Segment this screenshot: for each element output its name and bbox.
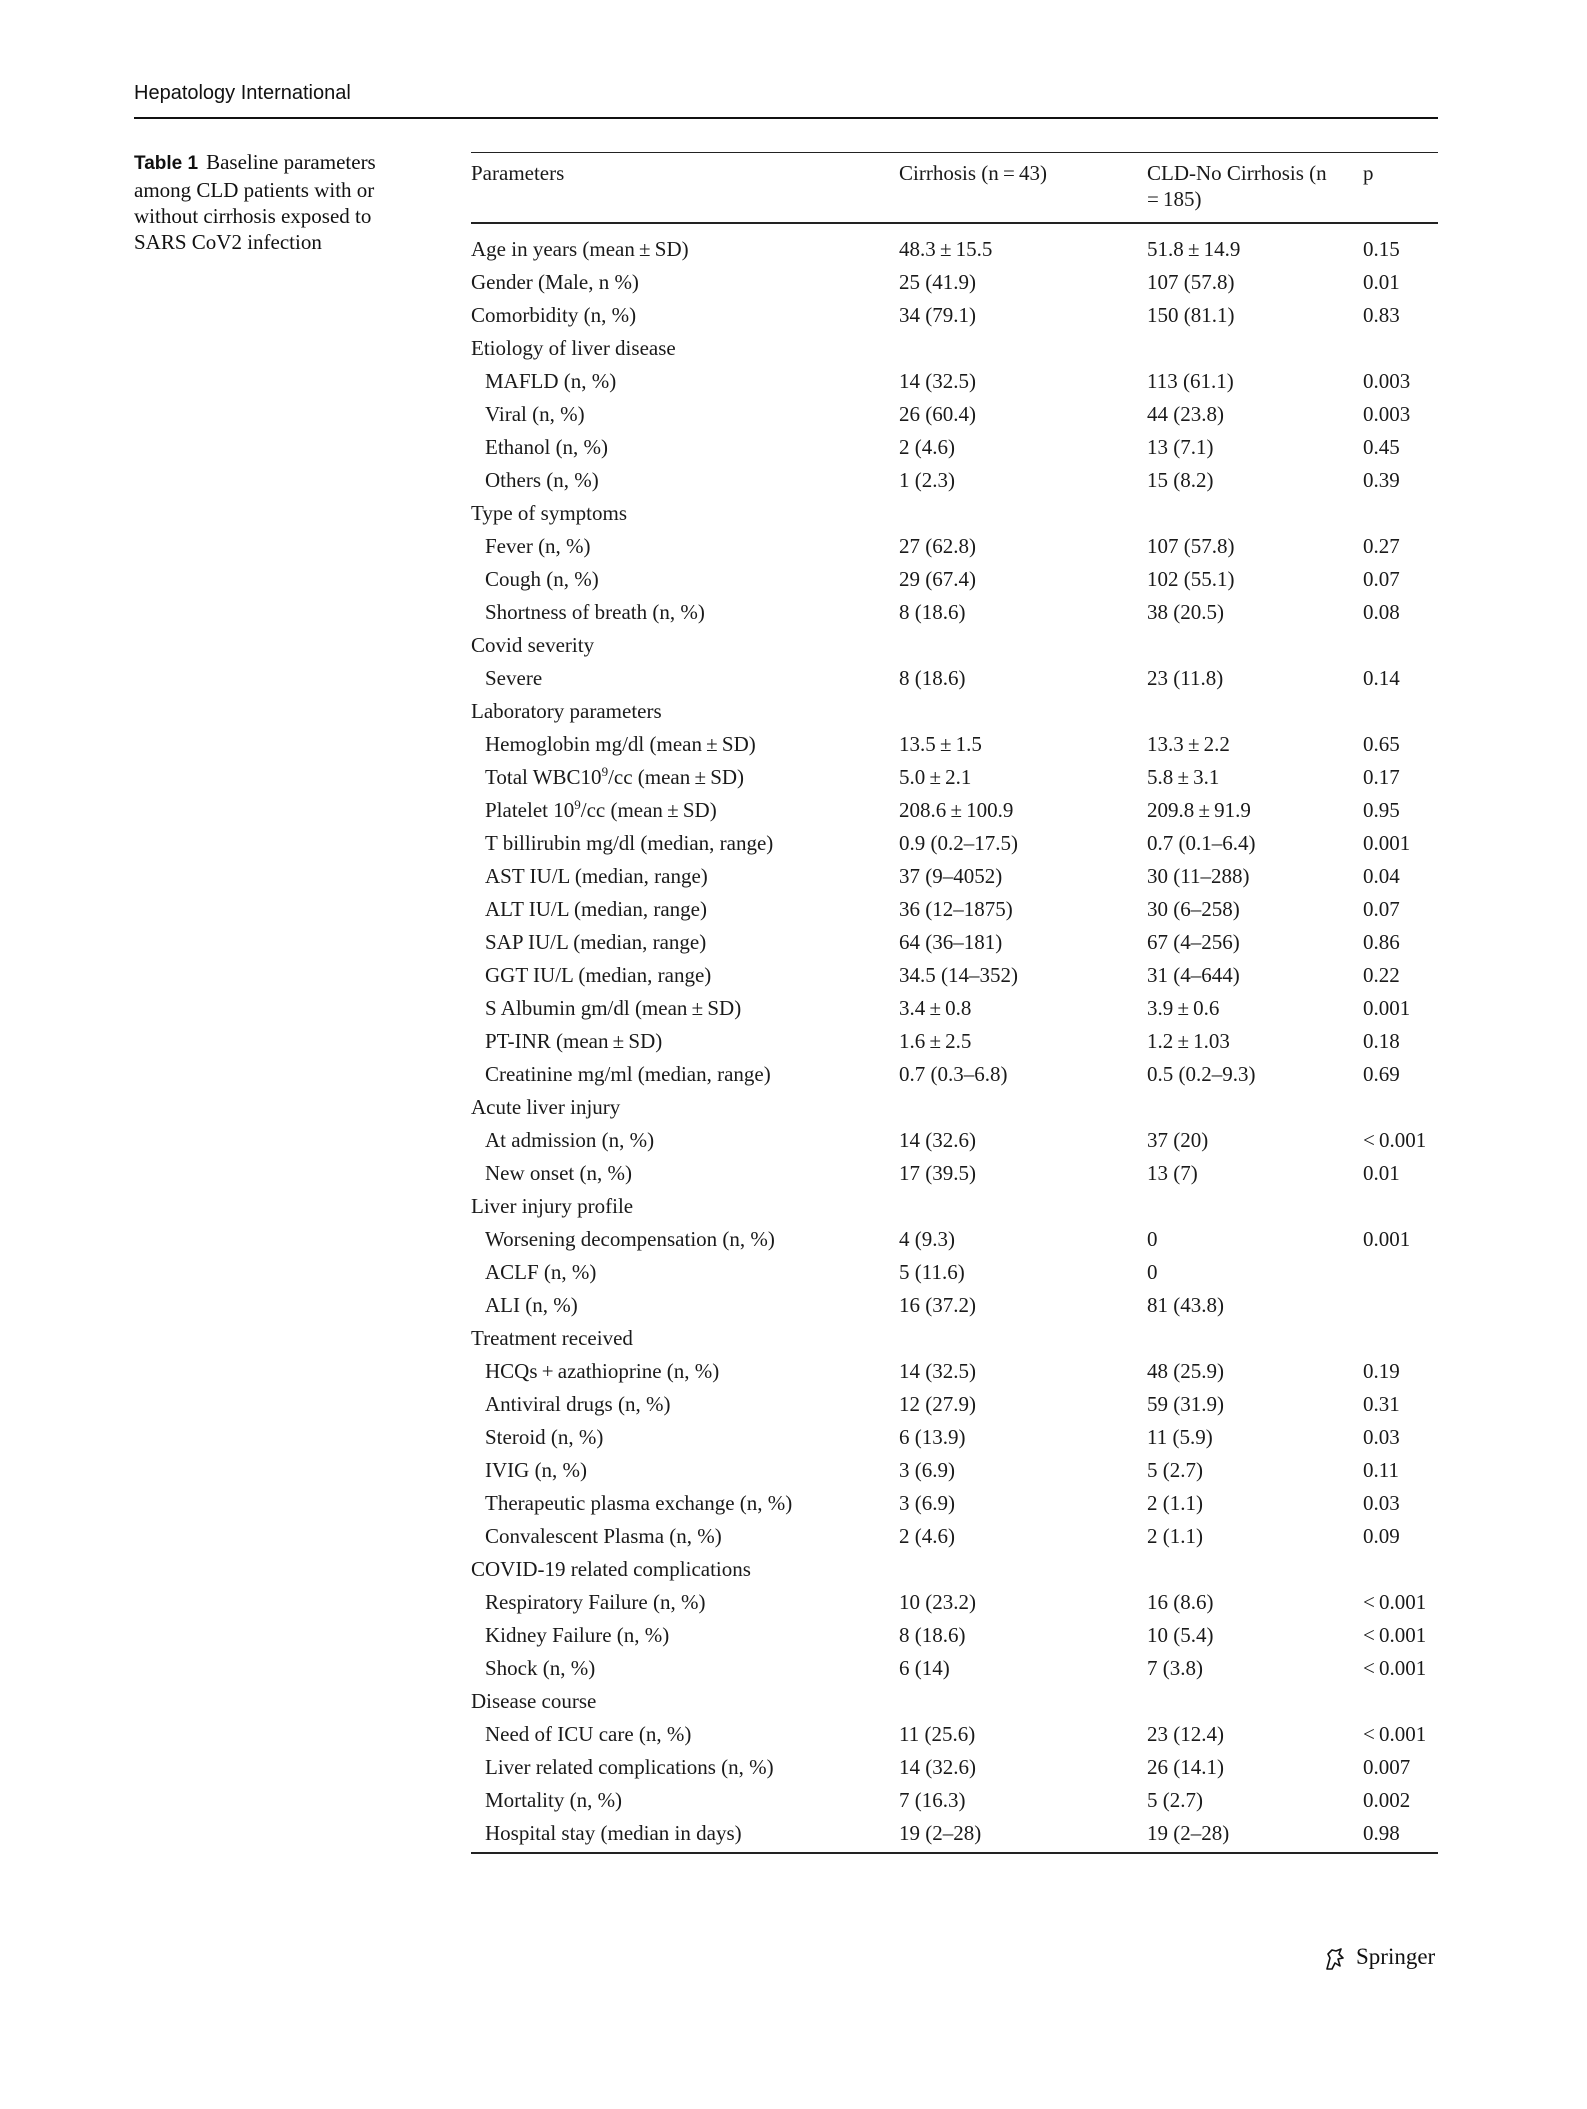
cell-parameter: ALT IU/L (median, range) xyxy=(485,897,707,921)
cell-p-value: 0.15 xyxy=(1363,237,1400,261)
cell-p-value: < 0.001 xyxy=(1363,1722,1427,1746)
cell-cirrhosis: 48.3 ± 15.5 xyxy=(899,237,993,261)
table-row xyxy=(471,1025,1438,1058)
cell-no-cirrhosis: 7 (3.8) xyxy=(1147,1656,1203,1680)
cell-no-cirrhosis: 11 (5.9) xyxy=(1147,1425,1213,1449)
cell-cirrhosis: 1.6 ± 2.5 xyxy=(899,1029,972,1053)
cell-parameter: Viral (n, %) xyxy=(485,402,585,426)
cell-parameter: Others (n, %) xyxy=(485,468,599,492)
table-row xyxy=(471,1058,1438,1091)
cell-cirrhosis: 11 (25.6) xyxy=(899,1722,976,1746)
cell-cirrhosis: 25 (41.9) xyxy=(899,270,976,294)
cell-parameter: Platelet $10^9/cc$ (mean ± SD) xyxy=(485,797,717,822)
cell-cirrhosis: 10 (23.2) xyxy=(899,1590,976,1614)
cell-p-value: < 0.001 xyxy=(1363,1590,1427,1614)
table-row xyxy=(471,563,1438,596)
table-row xyxy=(471,1223,1438,1256)
cell-cirrhosis: 2 (4.6) xyxy=(899,1524,955,1548)
table-row xyxy=(471,1421,1438,1454)
cell-no-cirrhosis: 38 (20.5) xyxy=(1147,600,1224,624)
cell-cirrhosis: 3 (6.9) xyxy=(899,1491,955,1515)
table-row xyxy=(471,1619,1438,1652)
cell-parameter: Hemoglobin mg/dl (mean ± SD) xyxy=(485,732,756,756)
header-p: p xyxy=(1363,161,1374,185)
cell-no-cirrhosis: 13.3 ± 2.2 xyxy=(1147,732,1230,756)
cell-cirrhosis: 64 (36–181) xyxy=(899,930,1003,954)
cell-p-value: 0.001 xyxy=(1363,996,1411,1020)
cell-no-cirrhosis: 48 (25.9) xyxy=(1147,1359,1224,1383)
cell-cirrhosis: 6 (14) xyxy=(899,1656,950,1680)
cell-no-cirrhosis: 26 (14.1) xyxy=(1147,1755,1224,1779)
cell-no-cirrhosis: 37 (20) xyxy=(1147,1128,1209,1152)
cell-p-value: 0.31 xyxy=(1363,1392,1400,1416)
cell-parameter: Convalescent Plasma (n, %) xyxy=(485,1524,722,1548)
cell-cirrhosis: 0.7 (0.3–6.8) xyxy=(899,1062,1008,1086)
cell-cirrhosis: 16 (37.2) xyxy=(899,1293,976,1317)
cell-no-cirrhosis: 19 (2–28) xyxy=(1147,1821,1230,1845)
table-row xyxy=(471,1520,1438,1553)
cell-p-value: 0.98 xyxy=(1363,1821,1400,1845)
table-row xyxy=(471,233,1438,266)
cell-p-value: 0.03 xyxy=(1363,1425,1400,1449)
table-row xyxy=(471,860,1438,893)
cell-parameter: Total $WBC10^9/cc$ (mean ± SD) xyxy=(485,764,745,789)
cell-parameter: Shortness of breath (n, %) xyxy=(485,600,705,624)
cell-cirrhosis: 19 (2–28) xyxy=(899,1821,982,1845)
cell-no-cirrhosis: 51.8 ± 14.9 xyxy=(1147,237,1241,261)
cell-parameter: Comorbidity (n, %) xyxy=(471,303,637,327)
table-bottom-rule xyxy=(471,1852,1438,1854)
cell-cirrhosis: 7 (16.3) xyxy=(899,1788,966,1812)
cell-parameter: Age in years (mean ± SD) xyxy=(471,237,689,261)
cell-parameter: Treatment received xyxy=(471,1326,633,1350)
table-row xyxy=(471,365,1438,398)
cell-cirrhosis: 34.5 (14–352) xyxy=(899,963,1018,987)
cell-p-value: 0.07 xyxy=(1363,567,1400,591)
cell-no-cirrhosis: 0 xyxy=(1147,1227,1158,1251)
cell-parameter: Etiology of liver disease xyxy=(471,336,676,360)
table-row xyxy=(471,1190,1438,1223)
cell-no-cirrhosis: 5 (2.7) xyxy=(1147,1458,1203,1482)
cell-cirrhosis: 0.9 (0.2–17.5) xyxy=(899,831,1018,855)
cell-p-value: 0.83 xyxy=(1363,303,1400,327)
journal-title: Hepatology International xyxy=(134,82,351,104)
cell-parameter: SAP IU/L (median, range) xyxy=(485,930,707,954)
cell-parameter: Need of ICU care (n, %) xyxy=(485,1722,692,1746)
table-caption-text: Baseline parameters among CLD patients with or without cirrhosis exposed to SARS CoV2 infection xyxy=(134,150,376,254)
cell-parameter: Liver injury profile xyxy=(471,1194,634,1218)
cell-no-cirrhosis: 107 (57.8) xyxy=(1147,534,1235,558)
table-row xyxy=(471,1388,1438,1421)
cell-p-value: 0.003 xyxy=(1363,402,1411,426)
cell-cirrhosis: 17 (39.5) xyxy=(899,1161,976,1185)
cell-no-cirrhosis: 209.8 ± 91.9 xyxy=(1147,798,1251,822)
cell-p-value: 0.002 xyxy=(1363,1788,1411,1812)
table-row xyxy=(471,629,1438,662)
table-row xyxy=(471,794,1438,827)
table-row xyxy=(471,1256,1438,1289)
cell-parameter: Fever (n, %) xyxy=(485,534,591,558)
table-row xyxy=(471,497,1438,530)
cell-parameter: Severe xyxy=(485,666,543,690)
cell-p-value: 0.09 xyxy=(1363,1524,1400,1548)
cell-parameter: COVID-19 related complications xyxy=(471,1557,751,1581)
table-row xyxy=(471,398,1438,431)
cell-p-value: 0.14 xyxy=(1363,666,1400,690)
cell-no-cirrhosis: 81 (43.8) xyxy=(1147,1293,1224,1317)
cell-cirrhosis: 14 (32.5) xyxy=(899,1359,976,1383)
cell-p-value: 0.95 xyxy=(1363,798,1400,822)
table-row xyxy=(471,926,1438,959)
cell-no-cirrhosis: 2 (1.1) xyxy=(1147,1491,1203,1515)
cell-cirrhosis: 37 (9–4052) xyxy=(899,864,1003,888)
table-row xyxy=(471,1454,1438,1487)
cell-parameter: Creatinine mg/ml (median, range) xyxy=(485,1062,771,1086)
table-row xyxy=(471,1157,1438,1190)
cell-parameter: Laboratory parameters xyxy=(471,699,662,723)
header-parameters: Parameters xyxy=(471,161,565,185)
table-row xyxy=(471,266,1438,299)
cell-no-cirrhosis: 13 (7) xyxy=(1147,1161,1198,1185)
cell-cirrhosis: 26 (60.4) xyxy=(899,402,976,426)
cell-parameter: MAFLD (n, %) xyxy=(485,369,617,393)
header-rule xyxy=(134,117,1438,119)
cell-no-cirrhosis: 113 (61.1) xyxy=(1147,369,1234,393)
table-row xyxy=(471,1487,1438,1520)
cell-no-cirrhosis: 10 (5.4) xyxy=(1147,1623,1214,1647)
header-cld-no-cirrhosis: CLD-No Cirrhosis (n = 185) xyxy=(1147,161,1331,211)
table-row xyxy=(471,1817,1438,1850)
table-row xyxy=(471,827,1438,860)
cell-cirrhosis: 13.5 ± 1.5 xyxy=(899,732,982,756)
cell-parameter: Liver related complications (n, %) xyxy=(485,1755,774,1779)
cell-cirrhosis: 14 (32.5) xyxy=(899,369,976,393)
cell-p-value: 0.19 xyxy=(1363,1359,1400,1383)
publisher-name: Springer xyxy=(1356,1944,1436,1969)
cell-cirrhosis: 5.0 ± 2.1 xyxy=(899,765,972,789)
cell-no-cirrhosis: 13 (7.1) xyxy=(1147,435,1214,459)
cell-cirrhosis: 6 (13.9) xyxy=(899,1425,966,1449)
table-row xyxy=(471,893,1438,926)
cell-p-value: 0.001 xyxy=(1363,1227,1411,1251)
cell-cirrhosis: 5 (11.6) xyxy=(899,1260,965,1284)
cell-p-value: 0.86 xyxy=(1363,930,1400,954)
cell-parameter: Steroid (n, %) xyxy=(485,1425,604,1449)
cell-parameter: Mortality (n, %) xyxy=(485,1788,623,1812)
cell-p-value: < 0.001 xyxy=(1363,1623,1427,1647)
cell-no-cirrhosis: 23 (12.4) xyxy=(1147,1722,1224,1746)
table-row xyxy=(471,464,1438,497)
cell-p-value: < 0.001 xyxy=(1363,1656,1427,1680)
cell-cirrhosis: 14 (32.6) xyxy=(899,1755,976,1779)
cell-p-value: < 0.001 xyxy=(1363,1128,1427,1152)
table-row xyxy=(471,299,1438,332)
table-row xyxy=(471,992,1438,1025)
table-top-rule xyxy=(471,152,1438,153)
cell-p-value: 0.17 xyxy=(1363,765,1400,789)
cell-no-cirrhosis: 30 (6–258) xyxy=(1147,897,1240,921)
table-row xyxy=(471,332,1438,365)
table-row xyxy=(471,1718,1438,1751)
cell-cirrhosis: 8 (18.6) xyxy=(899,666,966,690)
cell-cirrhosis: 4 (9.3) xyxy=(899,1227,955,1251)
cell-parameter: Antiviral drugs (n, %) xyxy=(485,1392,671,1416)
table-row xyxy=(471,1355,1438,1388)
table-row xyxy=(471,662,1438,695)
cell-parameter: ALI (n, %) xyxy=(485,1293,578,1317)
cell-cirrhosis: 2 (4.6) xyxy=(899,435,955,459)
cell-cirrhosis: 8 (18.6) xyxy=(899,1623,966,1647)
table-label: Table 1 xyxy=(134,153,199,174)
cell-p-value: 0.11 xyxy=(1363,1458,1399,1482)
cell-parameter: At admission (n, %) xyxy=(485,1128,655,1152)
cell-p-value: 0.03 xyxy=(1363,1491,1400,1515)
table-row xyxy=(471,1322,1438,1355)
cell-p-value: 0.65 xyxy=(1363,732,1400,756)
table-row xyxy=(471,1091,1438,1124)
cell-no-cirrhosis: 67 (4–256) xyxy=(1147,930,1240,954)
cell-p-value: 0.01 xyxy=(1363,270,1400,294)
table-header-rule xyxy=(471,222,1438,224)
cell-no-cirrhosis: 23 (11.8) xyxy=(1147,666,1224,690)
cell-parameter: Ethanol (n, %) xyxy=(485,435,609,459)
cell-parameter: Gender (Male, n %) xyxy=(471,270,639,294)
cell-parameter: Type of symptoms xyxy=(471,501,628,525)
cell-no-cirrhosis: 0 xyxy=(1147,1260,1158,1284)
cell-parameter: Hospital stay (median in days) xyxy=(485,1821,742,1845)
cell-parameter: Respiratory Failure (n, %) xyxy=(485,1590,706,1614)
cell-cirrhosis: 8 (18.6) xyxy=(899,600,966,624)
cell-cirrhosis: 14 (32.6) xyxy=(899,1128,976,1152)
cell-p-value: 0.007 xyxy=(1363,1755,1411,1779)
cell-parameter: HCQs + azathioprine (n, %) xyxy=(485,1359,720,1383)
cell-cirrhosis: 3.4 ± 0.8 xyxy=(899,996,972,1020)
cell-parameter: Acute liver injury xyxy=(471,1095,621,1119)
table-row xyxy=(471,761,1438,794)
cell-parameter: New onset (n, %) xyxy=(485,1161,632,1185)
table-row xyxy=(471,1289,1438,1322)
cell-no-cirrhosis: 44 (23.8) xyxy=(1147,402,1224,426)
cell-no-cirrhosis: 150 (81.1) xyxy=(1147,303,1235,327)
table-row xyxy=(471,596,1438,629)
cell-parameter: GGT IU/L (median, range) xyxy=(485,963,712,987)
cell-no-cirrhosis: 31 (4–644) xyxy=(1147,963,1240,987)
cell-p-value: 0.27 xyxy=(1363,534,1400,558)
table-row xyxy=(471,1784,1438,1817)
cell-no-cirrhosis: 1.2 ± 1.03 xyxy=(1147,1029,1230,1053)
cell-cirrhosis: 36 (12–1875) xyxy=(899,897,1013,921)
table-row xyxy=(471,1586,1438,1619)
cell-p-value: 0.39 xyxy=(1363,468,1400,492)
cell-no-cirrhosis: 2 (1.1) xyxy=(1147,1524,1203,1548)
header-cirrhosis: Cirrhosis (n = 43) xyxy=(899,161,1047,185)
cell-cirrhosis: 29 (67.4) xyxy=(899,567,976,591)
cell-p-value: 0.08 xyxy=(1363,600,1400,624)
springer-horse-icon xyxy=(1322,1946,1348,1972)
cell-parameter: Worsening decompensation (n, %) xyxy=(485,1227,775,1251)
cell-no-cirrhosis: 5.8 ± 3.1 xyxy=(1147,765,1220,789)
cell-no-cirrhosis: 3.9 ± 0.6 xyxy=(1147,996,1220,1020)
cell-parameter: Covid severity xyxy=(471,633,595,657)
table-row xyxy=(471,695,1438,728)
cell-cirrhosis: 208.6 ± 100.9 xyxy=(899,798,1014,822)
cell-p-value: 0.01 xyxy=(1363,1161,1400,1185)
cell-no-cirrhosis: 16 (8.6) xyxy=(1147,1590,1214,1614)
cell-parameter: Cough (n, %) xyxy=(485,567,599,591)
table-row xyxy=(471,1751,1438,1784)
cell-p-value: 0.22 xyxy=(1363,963,1400,987)
cell-parameter: T billirubin mg/dl (median, range) xyxy=(485,831,774,855)
cell-no-cirrhosis: 0.7 (0.1–6.4) xyxy=(1147,831,1256,855)
cell-cirrhosis: 3 (6.9) xyxy=(899,1458,955,1482)
cell-cirrhosis: 1 (2.3) xyxy=(899,468,955,492)
cell-p-value: 0.69 xyxy=(1363,1062,1400,1086)
table-row xyxy=(471,1553,1438,1586)
cell-parameter: PT-INR (mean ± SD) xyxy=(485,1029,663,1053)
table-caption xyxy=(134,149,414,255)
table-row xyxy=(471,959,1438,992)
cell-p-value: 0.07 xyxy=(1363,897,1400,921)
cell-parameter: Kidney Failure (n, %) xyxy=(485,1623,670,1647)
cell-no-cirrhosis: 107 (57.8) xyxy=(1147,270,1235,294)
cell-p-value: 0.18 xyxy=(1363,1029,1400,1053)
cell-parameter: S Albumin gm/dl (mean ± SD) xyxy=(485,996,742,1020)
cell-p-value: 0.04 xyxy=(1363,864,1400,888)
cell-parameter: AST IU/L (median, range) xyxy=(485,864,708,888)
cell-p-value: 0.45 xyxy=(1363,435,1400,459)
cell-p-value: 0.003 xyxy=(1363,369,1411,393)
table-row xyxy=(471,530,1438,563)
cell-cirrhosis: 34 (79.1) xyxy=(899,303,976,327)
cell-cirrhosis: 12 (27.9) xyxy=(899,1392,976,1416)
cell-parameter: Shock (n, %) xyxy=(485,1656,596,1680)
cell-no-cirrhosis: 0.5 (0.2–9.3) xyxy=(1147,1062,1256,1086)
cell-cirrhosis: 27 (62.8) xyxy=(899,534,976,558)
table-row xyxy=(471,1652,1438,1685)
cell-no-cirrhosis: 15 (8.2) xyxy=(1147,468,1214,492)
cell-parameter: ACLF (n, %) xyxy=(485,1260,597,1284)
table-row xyxy=(471,1685,1438,1718)
cell-parameter: IVIG (n, %) xyxy=(485,1458,588,1482)
cell-no-cirrhosis: 5 (2.7) xyxy=(1147,1788,1203,1812)
cell-no-cirrhosis: 59 (31.9) xyxy=(1147,1392,1224,1416)
cell-parameter: Therapeutic plasma exchange (n, %) xyxy=(485,1491,793,1515)
table-row xyxy=(471,431,1438,464)
table-row xyxy=(471,1124,1438,1157)
cell-p-value: 0.001 xyxy=(1363,831,1411,855)
table-row xyxy=(471,728,1438,761)
cell-no-cirrhosis: 30 (11–288) xyxy=(1147,864,1250,888)
cell-parameter: Disease course xyxy=(471,1689,597,1713)
cell-no-cirrhosis: 102 (55.1) xyxy=(1147,567,1235,591)
